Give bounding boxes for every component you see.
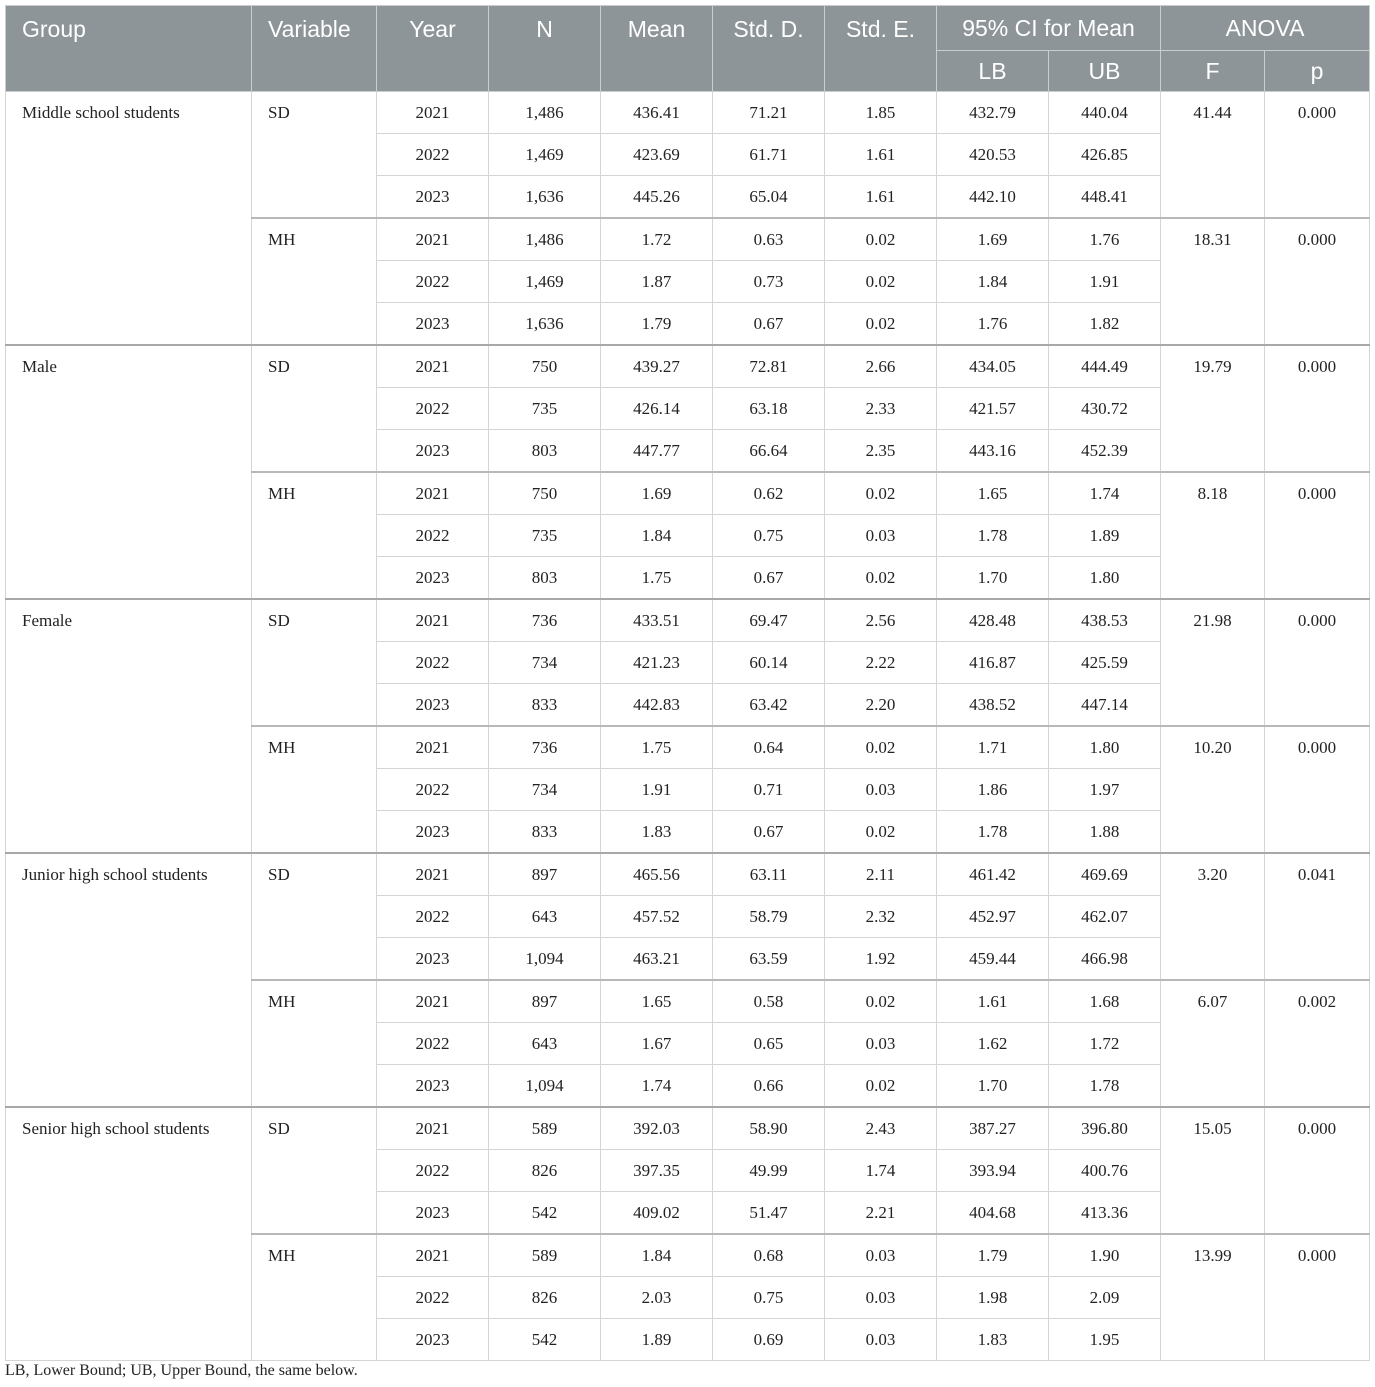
lb-cell: 1.61: [937, 980, 1049, 1023]
table-body: [6, 92, 1370, 1361]
se-cell: 2.20: [825, 684, 937, 727]
sd-cell: 65.04: [713, 176, 825, 219]
lb-cell: 1.78: [937, 515, 1049, 557]
header-variable: Variable: [252, 6, 377, 92]
ub-cell: 396.80: [1049, 1107, 1161, 1150]
mean-cell: 1.69: [601, 472, 713, 515]
sd-cell: 0.69: [713, 1319, 825, 1361]
sd-cell: 0.65: [713, 1023, 825, 1065]
mean-cell: 465.56: [601, 853, 713, 896]
ub-cell: 1.88: [1049, 811, 1161, 854]
header-std-d: Std. D.: [713, 6, 825, 92]
variable-cell: SD: [252, 599, 377, 726]
anova-p-cell: 0.000: [1265, 218, 1370, 345]
mean-cell: 2.03: [601, 1277, 713, 1319]
mean-cell: 1.75: [601, 726, 713, 769]
ub-cell: 440.04: [1049, 92, 1161, 134]
table-row: [6, 345, 1370, 388]
se-cell: 2.33: [825, 388, 937, 430]
ub-cell: 1.78: [1049, 1065, 1161, 1108]
mean-cell: 442.83: [601, 684, 713, 727]
ub-cell: 400.76: [1049, 1150, 1161, 1192]
header-ub: UB: [1049, 51, 1161, 92]
year-cell: 2022: [377, 134, 489, 176]
lb-cell: 393.94: [937, 1150, 1049, 1192]
se-cell: 1.74: [825, 1150, 937, 1192]
year-cell: 2021: [377, 345, 489, 388]
year-cell: 2023: [377, 1319, 489, 1361]
year-cell: 2022: [377, 388, 489, 430]
sd-cell: 60.14: [713, 642, 825, 684]
sd-cell: 0.66: [713, 1065, 825, 1108]
mean-cell: 433.51: [601, 599, 713, 642]
se-cell: 0.02: [825, 811, 937, 854]
ub-cell: 1.82: [1049, 303, 1161, 346]
year-cell: 2023: [377, 1192, 489, 1235]
lb-cell: 1.76: [937, 303, 1049, 346]
lb-cell: 443.16: [937, 430, 1049, 473]
anova-f-cell: 41.44: [1161, 92, 1265, 219]
anova-f-cell: 6.07: [1161, 980, 1265, 1107]
mean-cell: 436.41: [601, 92, 713, 134]
variable-cell: MH: [252, 980, 377, 1107]
lb-cell: 1.62: [937, 1023, 1049, 1065]
n-cell: 826: [489, 1277, 601, 1319]
group-cell: Middle school students: [6, 92, 252, 346]
n-cell: 1,469: [489, 261, 601, 303]
se-cell: 1.85: [825, 92, 937, 134]
se-cell: 2.43: [825, 1107, 937, 1150]
anova-f-cell: 3.20: [1161, 853, 1265, 980]
sd-cell: 49.99: [713, 1150, 825, 1192]
anova-f-cell: 18.31: [1161, 218, 1265, 345]
n-cell: 542: [489, 1319, 601, 1361]
lb-cell: 416.87: [937, 642, 1049, 684]
mean-cell: 447.77: [601, 430, 713, 473]
variable-cell: MH: [252, 218, 377, 345]
n-cell: 589: [489, 1234, 601, 1277]
lb-cell: 1.69: [937, 218, 1049, 261]
n-cell: 897: [489, 853, 601, 896]
lb-cell: 387.27: [937, 1107, 1049, 1150]
lb-cell: 1.65: [937, 472, 1049, 515]
ub-cell: 2.09: [1049, 1277, 1161, 1319]
n-cell: 1,486: [489, 218, 601, 261]
lb-cell: 1.83: [937, 1319, 1049, 1361]
lb-cell: 434.05: [937, 345, 1049, 388]
ub-cell: 425.59: [1049, 642, 1161, 684]
se-cell: 0.03: [825, 515, 937, 557]
n-cell: 643: [489, 1023, 601, 1065]
se-cell: 2.35: [825, 430, 937, 473]
se-cell: 2.11: [825, 853, 937, 896]
se-cell: 0.02: [825, 557, 937, 600]
sd-cell: 71.21: [713, 92, 825, 134]
table-footnote: LB, Lower Bound; UB, Upper Bound, the same below.: [5, 1362, 358, 1379]
sd-cell: 61.71: [713, 134, 825, 176]
lb-cell: 1.71: [937, 726, 1049, 769]
se-cell: 2.32: [825, 896, 937, 938]
year-cell: 2022: [377, 642, 489, 684]
ub-cell: 1.72: [1049, 1023, 1161, 1065]
mean-cell: 439.27: [601, 345, 713, 388]
lb-cell: 452.97: [937, 896, 1049, 938]
year-cell: 2023: [377, 430, 489, 473]
year-cell: 2021: [377, 1107, 489, 1150]
sd-cell: 0.73: [713, 261, 825, 303]
lb-cell: 420.53: [937, 134, 1049, 176]
mean-cell: 1.83: [601, 811, 713, 854]
mean-cell: 1.84: [601, 1234, 713, 1277]
anova-p-cell: 0.000: [1265, 345, 1370, 472]
mean-cell: 1.79: [601, 303, 713, 346]
n-cell: 542: [489, 1192, 601, 1235]
mean-cell: 1.72: [601, 218, 713, 261]
header-group: Group: [6, 6, 252, 92]
anova-f-cell: 15.05: [1161, 1107, 1265, 1234]
sd-cell: 0.67: [713, 811, 825, 854]
header-lb: LB: [937, 51, 1049, 92]
n-cell: 734: [489, 642, 601, 684]
n-cell: 897: [489, 980, 601, 1023]
header-f: F: [1161, 51, 1265, 92]
n-cell: 1,486: [489, 92, 601, 134]
anova-p-cell: 0.000: [1265, 472, 1370, 599]
group-cell: Male: [6, 345, 252, 599]
lb-cell: 1.70: [937, 557, 1049, 600]
sd-cell: 69.47: [713, 599, 825, 642]
n-cell: 1,469: [489, 134, 601, 176]
year-cell: 2022: [377, 896, 489, 938]
mean-cell: 1.67: [601, 1023, 713, 1065]
lb-cell: 461.42: [937, 853, 1049, 896]
anova-p-cell: 0.000: [1265, 726, 1370, 853]
mean-cell: 397.35: [601, 1150, 713, 1192]
mean-cell: 426.14: [601, 388, 713, 430]
table-row: [6, 599, 1370, 642]
n-cell: 803: [489, 430, 601, 473]
n-cell: 1,636: [489, 303, 601, 346]
year-cell: 2021: [377, 92, 489, 134]
lb-cell: 421.57: [937, 388, 1049, 430]
variable-cell: MH: [252, 726, 377, 853]
n-cell: 833: [489, 684, 601, 727]
se-cell: 2.66: [825, 345, 937, 388]
se-cell: 2.22: [825, 642, 937, 684]
ub-cell: 1.95: [1049, 1319, 1161, 1361]
header-year: Year: [377, 6, 489, 92]
lb-cell: 428.48: [937, 599, 1049, 642]
se-cell: 1.61: [825, 134, 937, 176]
n-cell: 736: [489, 726, 601, 769]
sd-cell: 0.67: [713, 557, 825, 600]
ub-cell: 1.97: [1049, 769, 1161, 811]
year-cell: 2023: [377, 557, 489, 600]
se-cell: 2.56: [825, 599, 937, 642]
mean-cell: 1.65: [601, 980, 713, 1023]
lb-cell: 1.98: [937, 1277, 1049, 1319]
ub-cell: 447.14: [1049, 684, 1161, 727]
year-cell: 2021: [377, 472, 489, 515]
mean-cell: 392.03: [601, 1107, 713, 1150]
se-cell: 0.02: [825, 980, 937, 1023]
anova-f-cell: 10.20: [1161, 726, 1265, 853]
sd-cell: 0.63: [713, 218, 825, 261]
se-cell: 0.02: [825, 303, 937, 346]
year-cell: 2021: [377, 980, 489, 1023]
year-cell: 2021: [377, 599, 489, 642]
lb-cell: 432.79: [937, 92, 1049, 134]
n-cell: 1,636: [489, 176, 601, 219]
se-cell: 0.03: [825, 1277, 937, 1319]
header-std-e: Std. E.: [825, 6, 937, 92]
ub-cell: 413.36: [1049, 1192, 1161, 1235]
ub-cell: 466.98: [1049, 938, 1161, 981]
mean-cell: 1.74: [601, 1065, 713, 1108]
sd-cell: 63.11: [713, 853, 825, 896]
statistics-table: [5, 5, 1370, 1361]
sd-cell: 0.75: [713, 515, 825, 557]
ub-cell: 1.68: [1049, 980, 1161, 1023]
variable-cell: MH: [252, 472, 377, 599]
n-cell: 833: [489, 811, 601, 854]
variable-cell: SD: [252, 92, 377, 219]
variable-cell: MH: [252, 1234, 377, 1361]
sd-cell: 0.64: [713, 726, 825, 769]
anova-f-cell: 19.79: [1161, 345, 1265, 472]
header-ci: 95% CI for Mean: [937, 6, 1161, 51]
ub-cell: 426.85: [1049, 134, 1161, 176]
se-cell: 0.02: [825, 472, 937, 515]
lb-cell: 459.44: [937, 938, 1049, 981]
lb-cell: 1.79: [937, 1234, 1049, 1277]
n-cell: 735: [489, 388, 601, 430]
lb-cell: 404.68: [937, 1192, 1049, 1235]
n-cell: 643: [489, 896, 601, 938]
se-cell: 1.92: [825, 938, 937, 981]
n-cell: 750: [489, 472, 601, 515]
sd-cell: 63.42: [713, 684, 825, 727]
lb-cell: 1.84: [937, 261, 1049, 303]
ub-cell: 438.53: [1049, 599, 1161, 642]
mean-cell: 423.69: [601, 134, 713, 176]
sd-cell: 58.90: [713, 1107, 825, 1150]
ub-cell: 469.69: [1049, 853, 1161, 896]
lb-cell: 1.70: [937, 1065, 1049, 1108]
n-cell: 589: [489, 1107, 601, 1150]
sd-cell: 0.67: [713, 303, 825, 346]
sd-cell: 0.58: [713, 980, 825, 1023]
ub-cell: 1.76: [1049, 218, 1161, 261]
year-cell: 2022: [377, 1150, 489, 1192]
lb-cell: 1.78: [937, 811, 1049, 854]
mean-cell: 463.21: [601, 938, 713, 981]
se-cell: 0.02: [825, 726, 937, 769]
table-row: [6, 853, 1370, 896]
se-cell: 0.03: [825, 1319, 937, 1361]
anova-p-cell: 0.041: [1265, 853, 1370, 980]
table-row: [6, 1107, 1370, 1150]
year-cell: 2021: [377, 218, 489, 261]
ub-cell: 1.90: [1049, 1234, 1161, 1277]
year-cell: 2023: [377, 938, 489, 981]
table-row: [6, 92, 1370, 134]
anova-p-cell: 0.000: [1265, 599, 1370, 726]
lb-cell: 1.86: [937, 769, 1049, 811]
year-cell: 2022: [377, 261, 489, 303]
anova-p-cell: 0.000: [1265, 1107, 1370, 1234]
ub-cell: 452.39: [1049, 430, 1161, 473]
year-cell: 2023: [377, 684, 489, 727]
variable-cell: SD: [252, 853, 377, 980]
year-cell: 2022: [377, 769, 489, 811]
mean-cell: 1.87: [601, 261, 713, 303]
n-cell: 1,094: [489, 938, 601, 981]
ub-cell: 430.72: [1049, 388, 1161, 430]
anova-f-cell: 21.98: [1161, 599, 1265, 726]
anova-p-cell: 0.000: [1265, 92, 1370, 219]
sd-cell: 63.18: [713, 388, 825, 430]
n-cell: 750: [489, 345, 601, 388]
year-cell: 2022: [377, 515, 489, 557]
group-cell: Senior high school students: [6, 1107, 252, 1361]
table-header: [6, 6, 1370, 92]
year-cell: 2022: [377, 1023, 489, 1065]
header-anova: ANOVA: [1161, 6, 1370, 51]
anova-f-cell: 13.99: [1161, 1234, 1265, 1361]
year-cell: 2023: [377, 176, 489, 219]
n-cell: 1,094: [489, 1065, 601, 1108]
mean-cell: 421.23: [601, 642, 713, 684]
ub-cell: 448.41: [1049, 176, 1161, 219]
header-n: N: [489, 6, 601, 92]
sd-cell: 72.81: [713, 345, 825, 388]
mean-cell: 1.75: [601, 557, 713, 600]
ub-cell: 1.91: [1049, 261, 1161, 303]
se-cell: 0.02: [825, 261, 937, 303]
lb-cell: 442.10: [937, 176, 1049, 219]
sd-cell: 0.71: [713, 769, 825, 811]
year-cell: 2021: [377, 853, 489, 896]
n-cell: 735: [489, 515, 601, 557]
sd-cell: 0.68: [713, 1234, 825, 1277]
n-cell: 826: [489, 1150, 601, 1192]
se-cell: 0.02: [825, 1065, 937, 1108]
year-cell: 2023: [377, 811, 489, 854]
year-cell: 2023: [377, 303, 489, 346]
group-cell: Junior high school students: [6, 853, 252, 1107]
sd-cell: 0.62: [713, 472, 825, 515]
sd-cell: 51.47: [713, 1192, 825, 1235]
se-cell: 2.21: [825, 1192, 937, 1235]
n-cell: 734: [489, 769, 601, 811]
ub-cell: 462.07: [1049, 896, 1161, 938]
variable-cell: SD: [252, 345, 377, 472]
se-cell: 0.03: [825, 1023, 937, 1065]
se-cell: 0.02: [825, 218, 937, 261]
ub-cell: 1.74: [1049, 472, 1161, 515]
ub-cell: 1.89: [1049, 515, 1161, 557]
year-cell: 2021: [377, 726, 489, 769]
ub-cell: 444.49: [1049, 345, 1161, 388]
se-cell: 0.03: [825, 1234, 937, 1277]
se-cell: 0.03: [825, 769, 937, 811]
mean-cell: 1.84: [601, 515, 713, 557]
anova-p-cell: 0.002: [1265, 980, 1370, 1107]
sd-cell: 66.64: [713, 430, 825, 473]
year-cell: 2021: [377, 1234, 489, 1277]
sd-cell: 0.75: [713, 1277, 825, 1319]
header-mean: Mean: [601, 6, 713, 92]
n-cell: 803: [489, 557, 601, 600]
anova-p-cell: 0.000: [1265, 1234, 1370, 1361]
n-cell: 736: [489, 599, 601, 642]
sd-cell: 63.59: [713, 938, 825, 981]
year-cell: 2022: [377, 1277, 489, 1319]
mean-cell: 445.26: [601, 176, 713, 219]
se-cell: 1.61: [825, 176, 937, 219]
year-cell: 2023: [377, 1065, 489, 1108]
anova-f-cell: 8.18: [1161, 472, 1265, 599]
mean-cell: 1.91: [601, 769, 713, 811]
mean-cell: 457.52: [601, 896, 713, 938]
sd-cell: 58.79: [713, 896, 825, 938]
mean-cell: 409.02: [601, 1192, 713, 1235]
header-p: p: [1265, 51, 1370, 92]
lb-cell: 438.52: [937, 684, 1049, 727]
group-cell: Female: [6, 599, 252, 853]
mean-cell: 1.89: [601, 1319, 713, 1361]
ub-cell: 1.80: [1049, 726, 1161, 769]
ub-cell: 1.80: [1049, 557, 1161, 600]
variable-cell: SD: [252, 1107, 377, 1234]
